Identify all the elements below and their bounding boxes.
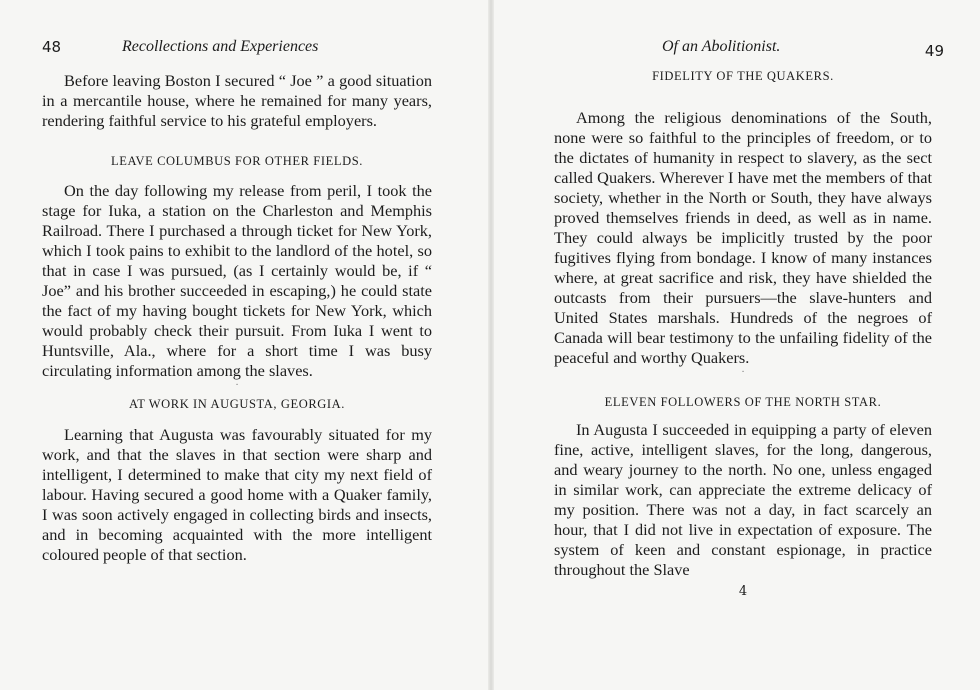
section-heading: LEAVE COLUMBUS FOR OTHER FIELDS.	[111, 154, 363, 168]
paragraph: In Augusta I succeeded in equipping a party of eleven fine, active, intelligent slaves, for the long, dangerous, and weary journey to the north. No one, unless engaged in similar work, can appreciate the extreme delicacy of my position. There was not a day, in fact scarcely an hour, that I did not live in expectation of exposure. The system of keen and constant espionage, in practice throughout the Slave	[554, 420, 932, 579]
paragraph: Among the religious denominations of the South, none were so faithful to the principles of freedom, or to the dictates of humanity in respect to slavery, as the sect called Quakers. Wherever I have met the members of that society, whether in the North or South, they have always proved themselves friends in deed, as well as in name. They could always be implicitly trusted by the poor fugitives flying from bondage. I know of many instances where, at great sacrifice and risk, they have shielded the outcasts from their pursuers—the slave-hunters and United States marshals. Hundreds of the negroes of Canada will bear testimony to the unfailing fidelity of the peaceful and worthy Quakers.	[554, 108, 932, 367]
running-head: Recollections and Experiences	[122, 38, 319, 55]
page-number: 49	[924, 42, 944, 60]
running-head: Of an Abolitionist.	[662, 38, 781, 55]
left-page-body	[42, 71, 432, 565]
page-number: 48	[42, 38, 62, 56]
left-page-header	[42, 38, 446, 60]
right-page-header	[662, 38, 944, 60]
section-heading: AT WORK IN AUGUSTA, GEORGIA.	[128, 397, 346, 411]
dot-mark: ·	[235, 380, 239, 391]
section-heading: ELEVEN FOLLOWERS OF THE NORTH STAR.	[604, 395, 882, 409]
section-heading: FIDELITY OF THE QUAKERS.	[652, 69, 834, 83]
paragraph: Before leaving Boston I secured “ Joe ” a good situation in a mercantile house, where he remained for many years, rendering faithful service to his grateful employers.	[42, 71, 432, 130]
right-page-body	[554, 66, 932, 602]
signature-mark: 4	[738, 584, 748, 599]
dot-mark: ·	[741, 367, 745, 378]
right-page	[494, 0, 980, 690]
paragraph: Learning that Augusta was favourably situated for my work, and that the slaves in that section were sharp and intelligent, I determined to make that city my next field of labour. Having secured a good home with a Quaker family, I was soon actively engaged in collecting birds and insects, and in becoming acquainted with the more intelligent coloured people of that section.	[42, 425, 432, 564]
paragraph: On the day following my release from peril, I took the stage for Iuka, a station on the Charleston and Memphis Railroad. There I purchased a through ticket for New York, which I took pains to exhibit to the landlord of the hotel, so that in case I was pursued, (as I certainly would be, if “ Joe” and his brother succeeded in escaping,) he could state the fact of my having bought tickets for New York, which would probably check their pursuit. From Iuka I went to Huntsville, Ala., where for a short time I was busy circulating information among the slaves.	[42, 181, 432, 380]
left-page	[0, 0, 488, 690]
